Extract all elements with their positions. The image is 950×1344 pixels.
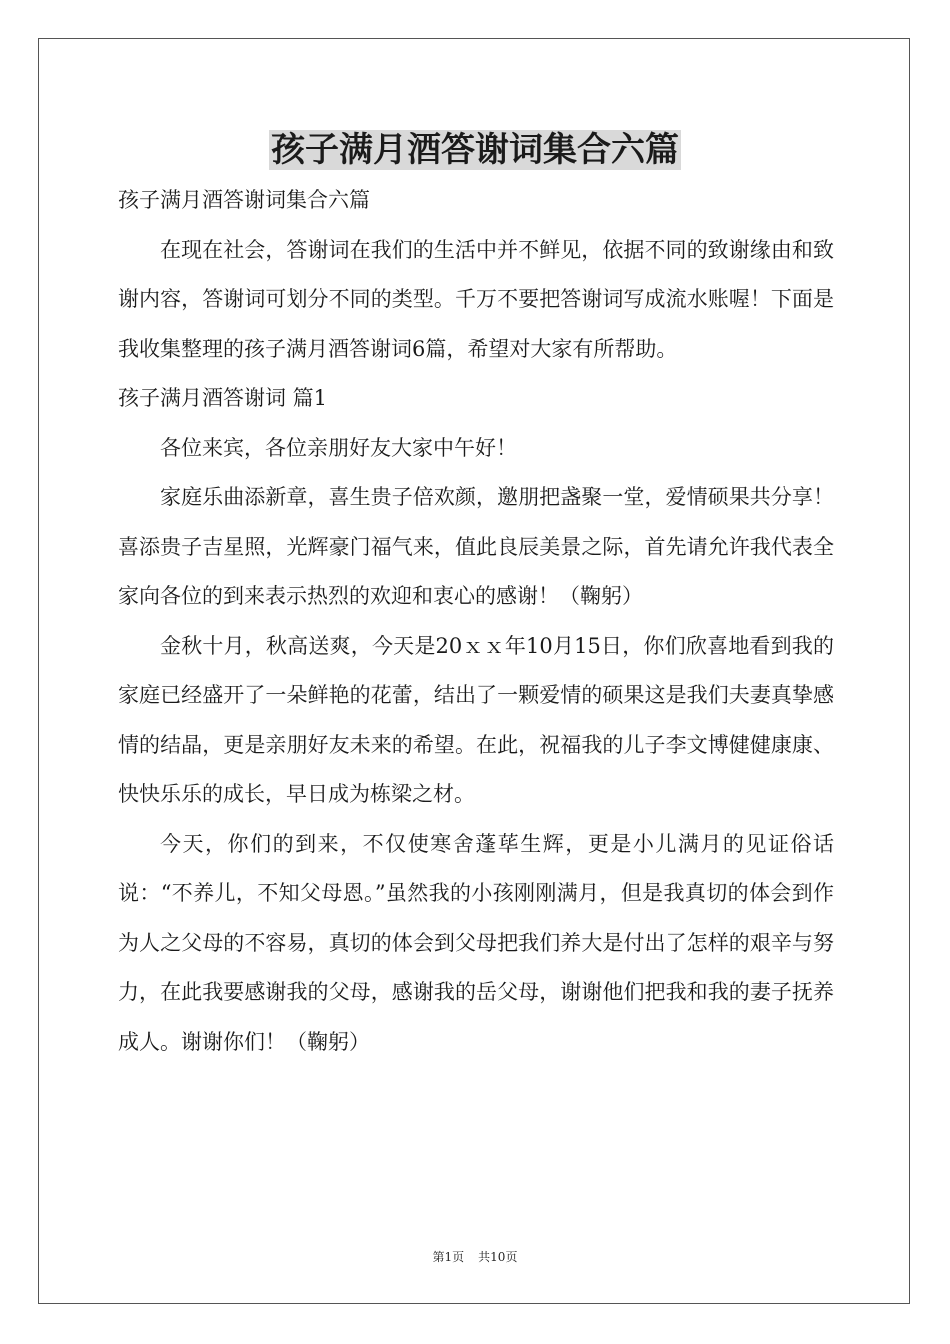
paragraph-greeting: 各位来宾，各位亲朋好友大家中午好！	[160, 435, 517, 460]
document-body	[118, 176, 834, 1067]
paragraph-body: 金秋十月，秋高送爽，今天是20ｘｘ年10月15日，你们欣喜地看到我的家庭已经盛开了一朵鲜艳的花蕾，结出了一颗爱情的硕果这是我们夫妻真挚感情的结晶，更是亲朋好友未来的希望。在此，祝福我的儿子李文博健健康康、快快乐乐的成长，早日成为栋梁之材。	[118, 633, 834, 806]
page-number: 第1页	[432, 1250, 465, 1264]
page-footer	[0, 1248, 950, 1265]
paragraph-intro: 在现在社会，答谢词在我们的生活中并不鲜见，依据不同的致谢缘由和致谢内容，答谢词可划分不同的类型。千万不要把答谢词写成流水账喔！下面是我收集整理的孩子满月酒答谢词6篇，希望对大家有所帮助。	[118, 237, 834, 361]
paragraph-body: 今天，你们的到来，不仅使寒舍蓬荜生辉，更是小儿满月的见证俗话说：“不养儿，不知父母恩。”虽然我的小孩刚刚满月，但是我真切的体会到作为人之父母的不容易，真切的体会到父母把我们养大是付出了怎样的艰辛与努力，在此我要感谢我的父母，感谢我的岳父母，谢谢他们把我和我的妻子抚养成人。谢谢你们！（鞠躬）	[118, 831, 834, 1054]
section-heading: 孩子满月酒答谢词 篇1	[118, 386, 328, 410]
paragraph-subtitle: 孩子满月酒答谢词集合六篇	[118, 188, 370, 212]
paragraph-body: 家庭乐曲添新章，喜生贵子倍欢颜，邀朋把盏聚一堂，爱情硕果共分享！喜添贵子吉星照，光辉豪门福气来，值此良辰美景之际，首先请允许我代表全家向各位的到来表示热烈的欢迎和衷心的感谢！（鞠躬）	[118, 485, 834, 608]
document-title-text: 孩子满月酒答谢词集合六篇	[271, 130, 679, 170]
document-title	[0, 128, 950, 172]
page-total: 共10页	[478, 1250, 518, 1264]
